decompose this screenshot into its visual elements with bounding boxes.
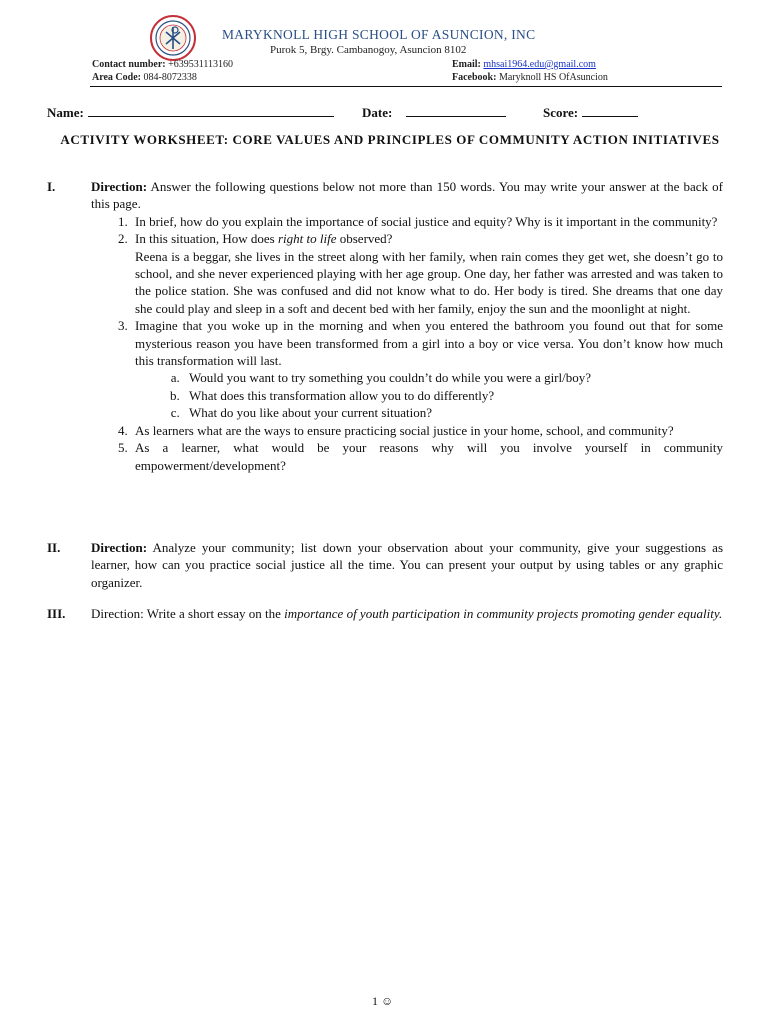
question-3b: b. What does this transformation allow you to do differently?	[183, 387, 723, 404]
question-3-sublist	[135, 369, 723, 421]
worksheet-title: ACTIVITY WORKSHEET: CORE VALUES AND PRINCIPLES OF COMMUNITY ACTION INITIATIVES	[60, 132, 720, 147]
header-divider	[90, 86, 722, 87]
score-field: Score:	[543, 104, 638, 121]
question-5: 5. As a learner, what would be your reasons why will you involve yourself in community empowerment/development?	[131, 439, 723, 474]
section-1-direction: Direction: Answer the following questions below not more than 150 words. You may write your answer at the back of this page.	[91, 179, 723, 212]
school-address: Purok 5, Brgy. Cambanogoy, Asuncion 8102	[270, 44, 467, 56]
school-name: MARYKNOLL HIGH SCHOOL OF ASUNCION, INC	[222, 27, 536, 42]
question-2: 2. In this situation, How does right to life observed? Reena is a beggar, she lives in the street along with her family, when rain comes they get wet, she doesn’t go to school, and she never experienced playing with her age group. One day, her father was arrested and was taken to the police station. She was confused and did not know what to do. Her body is tired. She dreams that one day she could play and sleep in a soft and decent bed with her family, enjoy the sun and the moonlight at night.	[131, 230, 723, 317]
name-field: Name:	[47, 104, 334, 121]
question-1: 1. In brief, how do you explain the importance of social justice and equity? Why is it important in the community?	[131, 213, 723, 230]
score-blank[interactable]	[582, 104, 638, 117]
section-3-numeral: III.	[47, 606, 66, 621]
question-4: 4. As learners what are the ways to ensure practicing social justice in your home, school, and community?	[131, 422, 723, 439]
facebook: Facebook: Maryknoll HS OfAsuncion	[452, 72, 608, 83]
question-3a: a. Would you want to try something you couldn’t do while you were a girl/boy?	[183, 369, 723, 386]
section-3	[47, 605, 723, 622]
contact-number: Contact number: +639531113160	[92, 59, 234, 70]
section-2-direction: Direction: Analyze your community; list down your observation about your community, give your suggestions as learner, how can you practice social justice all the time. You can present your output by using tables or any graphic organizer.	[91, 540, 723, 590]
section-1	[47, 178, 723, 474]
question-3: 3. Imagine that you woke up in the morning and when you entered the bathroom you found out that for some mysterious reason you have been transformed from a girl into a boy or vice versa. You don’t know how much this transformation will last. a. Would you want to try something you couldn’t do while you were a girl/boy? b. What does this transformation allow you to do differently? c. What do you like about your current situation?	[131, 317, 723, 421]
area-code: Area Code: 084-8072338	[92, 72, 197, 83]
date-field: Date:	[362, 104, 506, 121]
name-blank[interactable]	[88, 104, 334, 117]
section-3-direction: Direction: Write a short essay on the importance of youth participation in community projects promoting gender equality.	[91, 606, 723, 621]
question-3c: c. What do you like about your current situation?	[183, 404, 723, 421]
section-2-numeral: II.	[47, 540, 61, 555]
section-1-body	[91, 178, 723, 474]
page-number: 1 ☺	[372, 994, 394, 1008]
section-2	[47, 539, 723, 591]
date-blank[interactable]	[406, 104, 506, 117]
school-seal-logo	[150, 15, 196, 61]
email: Email: mhsai1964.edu@gmail.com	[452, 59, 596, 70]
question-2-story: Reena is a beggar, she lives in the street along with her family, when rain comes they get wet, she doesn’t go to school, and she never experienced playing with her age group. One day, her father was arrested and was taken to the police station. She was confused and did not know what to do. Her body is tired. She dreams that one day she could play and sleep in a soft and decent bed with her family, enjoy the sun and the moonlight at night.	[135, 248, 723, 316]
question-list	[91, 213, 723, 474]
section-1-numeral: I.	[47, 179, 56, 194]
email-link[interactable]: mhsai1964.edu@gmail.com	[483, 59, 596, 70]
